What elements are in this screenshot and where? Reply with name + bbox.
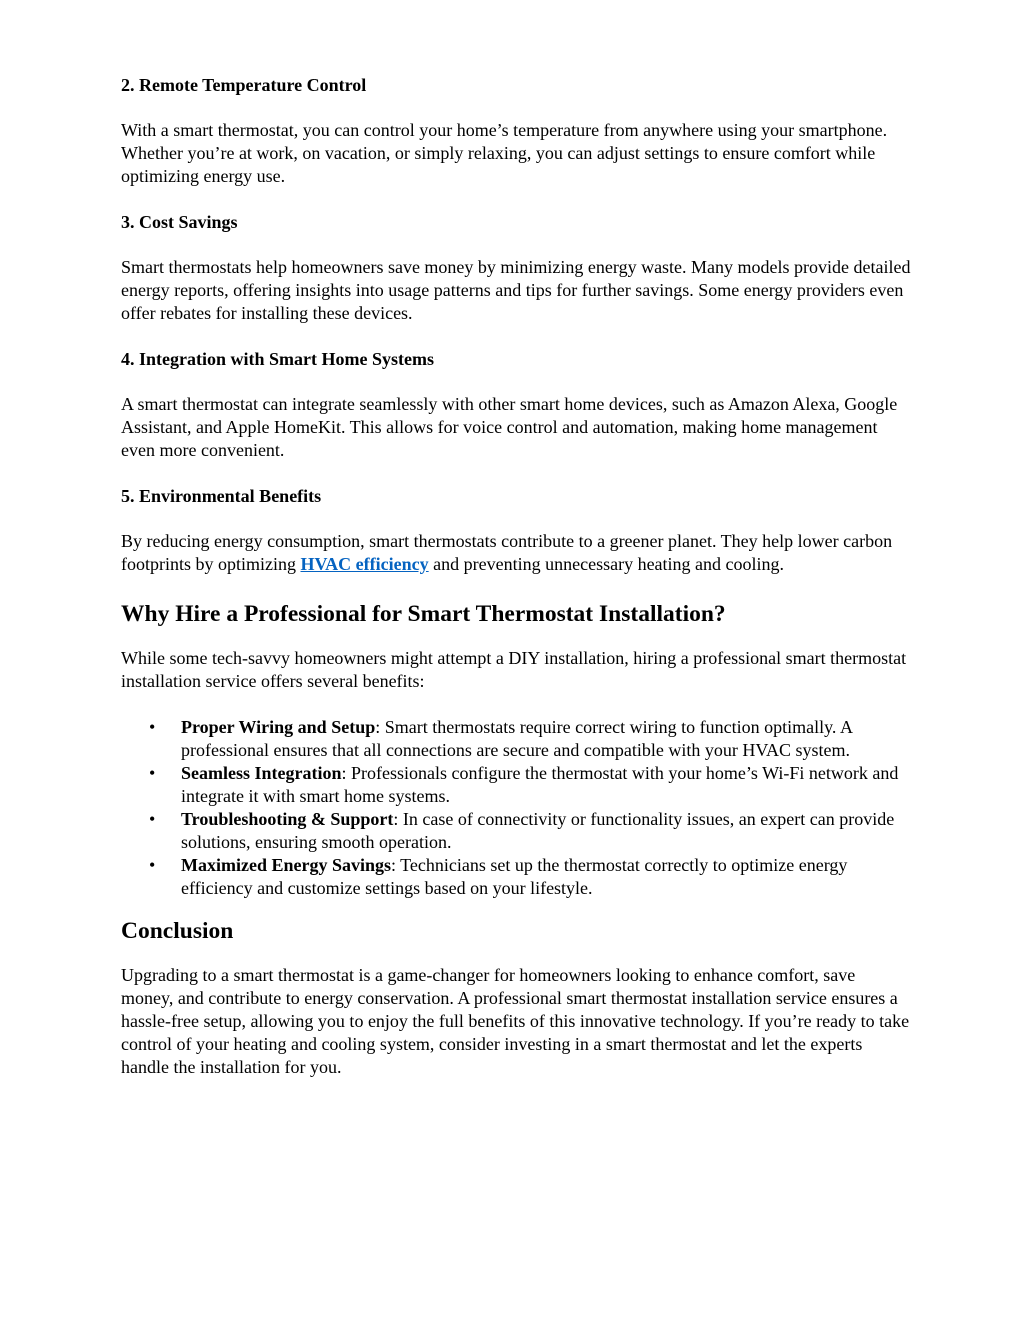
- list-item-term: Maximized Energy Savings: [181, 855, 391, 875]
- list-item-text: : Technicians set up the thermostat correctly to optimize energy efficiency and customize settings based on your lifestyle.: [181, 855, 848, 898]
- section-heading-integration: 4. Integration with Smart Home Systems: [121, 349, 434, 369]
- conclusion-heading: Conclusion: [121, 918, 234, 944]
- why-hire-intro: While some tech-savvy homeowners might attempt a DIY installation, hiring a professional smart thermostat installation service offers several benefits:: [121, 648, 907, 691]
- section-body-cost-savings: Smart thermostats help homeowners save money by minimizing energy waste. Many models provide detailed energy reports, offering insights into usage patterns and tips for further savings. Some energy providers even offer rebates for installing these devices.: [121, 257, 911, 323]
- list-item: [121, 808, 911, 854]
- section-heading-remote-control: 2. Remote Temperature Control: [121, 75, 367, 95]
- section-body-environmental: [121, 530, 911, 576]
- benefits-list: [121, 716, 911, 900]
- bullet-icon: •: [149, 717, 156, 737]
- section-heading-environmental: 5. Environmental Benefits: [121, 486, 322, 506]
- bullet-icon: •: [149, 809, 156, 829]
- list-item-text: : Professionals configure the thermostat with your home’s Wi-Fi network and integrate it with smart home systems.: [181, 763, 899, 806]
- list-item-text: : In case of connectivity or functionality issues, an expert can provide solutions, ensuring smooth operation.: [181, 809, 895, 852]
- list-item-term: Seamless Integration: [181, 763, 342, 783]
- list-item-term: Proper Wiring and Setup: [181, 717, 376, 737]
- conclusion-body: Upgrading to a smart thermostat is a game-changer for homeowners looking to enhance comfort, save money, and contribute to energy conservation. A professional smart thermostat installation service ensures a hassle-free setup, allowing you to enjoy the full benefits of this innovative technology. If you’re ready to take control of your heating and cooling system, consider investing in a smart thermostat and let the experts handle the installation for you.: [121, 965, 910, 1077]
- list-item: [121, 854, 911, 900]
- section-body-integration: A smart thermostat can integrate seamlessly with other smart home devices, such as Amazon Alexa, Google Assistant, and Apple HomeKit. This allows for voice control and automation, making home management even more convenient.: [121, 394, 898, 460]
- bullet-icon: •: [149, 855, 156, 875]
- environmental-text-after: and preventing unnecessary heating and cooling.: [428, 554, 785, 574]
- list-item: [121, 716, 911, 762]
- hvac-efficiency-link[interactable]: HVAC efficiency: [300, 554, 429, 574]
- environmental-text-before: By reducing energy consumption, smart thermostats contribute to a greener planet. They help lower carbon footprints by optimizing: [121, 531, 893, 574]
- list-item-text: : Smart thermostats require correct wiring to function optimally. A professional ensures that all connections are secure and compatible with your HVAC system.: [181, 717, 852, 760]
- bullet-icon: •: [149, 763, 156, 783]
- list-item: [121, 762, 911, 808]
- document-page: [121, 74, 911, 1102]
- section-body-remote-control: With a smart thermostat, you can control your home’s temperature from anywhere using your smartphone. Whether you’re at work, on vacation, or simply relaxing, you can adjust settings to ensure comfort while optimizing energy use.: [121, 120, 888, 186]
- why-hire-heading: Why Hire a Professional for Smart Thermostat Installation?: [121, 601, 726, 627]
- section-heading-cost-savings: 3. Cost Savings: [121, 212, 238, 232]
- list-item-term: Troubleshooting & Support: [181, 809, 394, 829]
